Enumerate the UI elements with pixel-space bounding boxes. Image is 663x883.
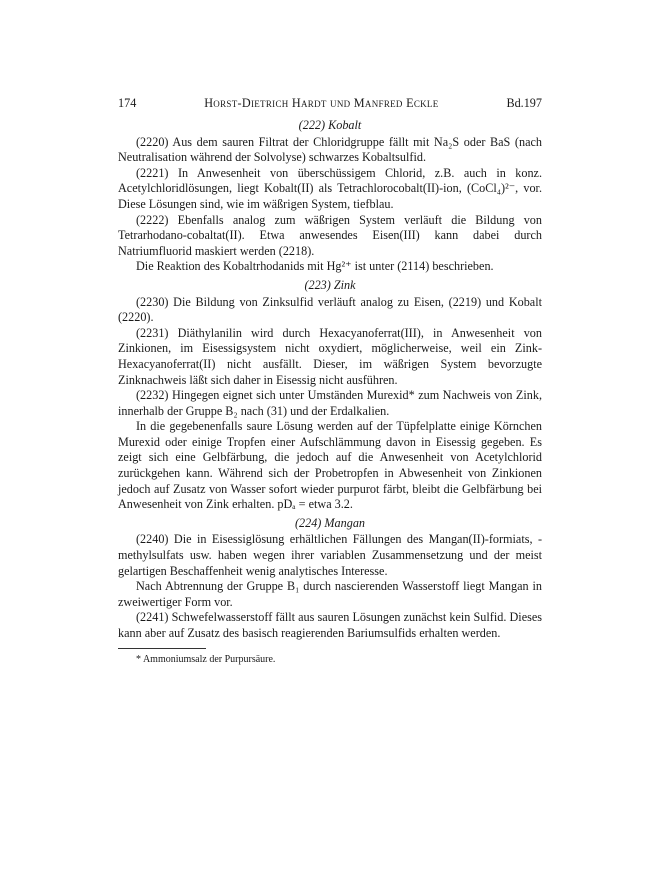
paragraph: (2220) Aus dem sauren Filtrat der Chloridgruppe fällt mit Na₂S oder BaS (nach Neutralisation während der Solvolyse) schwarzes Kobaltsulfid. xyxy=(118,134,542,165)
footnote-divider xyxy=(118,648,206,649)
paragraph: (2232) Hingegen eignet sich unter Umständen Murexid* zum Nachweis von Zink, innerhalb der Gruppe B₂ nach (31) und der Erdalkalien. xyxy=(118,388,542,418)
section-title-zink: (223) Zink xyxy=(304,277,356,292)
paragraph: (2230) Die Bildung von Zinksulfid verläuft analog zu Eisen, (2219) und Kobalt (2220). xyxy=(118,294,542,325)
running-header xyxy=(118,96,542,114)
footnote: * Ammoniumsalz der Purpursäure. xyxy=(136,653,276,665)
page xyxy=(118,96,542,666)
paragraph: (2241) Schwefelwasserstoff fällt aus sauren Lösungen zunächst kein Sulfid. Dieses kann aber auf Zusatz des basisch reagierenden Bariumsulfids erhalten werden. xyxy=(118,610,542,640)
paragraph: Die Reaktion des Kobaltrhodanids mit Hg²⁺ ist unter (2114) beschrieben. xyxy=(136,259,494,274)
paragraph: (2222) Ebenfalls analog zum wäßrigen System verläuft die Bildung von Tetrarhodano-cobaltat(II). Etwa anwesendes Eisen(III) kann dabei durch Natriumfluorid maskiert werden (2218). xyxy=(118,212,542,258)
section-title-mangan: (224) Mangan xyxy=(294,515,366,530)
volume-label: Bd.197 xyxy=(506,96,542,110)
paragraph: In die gegebenenfalls saure Lösung werden auf der Tüpfelplatte einige Körnchen Murexid oder einige Tropfen einer Aufschlämmung davon in Eisessig gegeben. Es zeigt sich eine Gelbfärbung, die jedoch auf die Anwesenheit von Acetylchlorid zurückgehen kann. Während sich der Probetropfen in Abwesenheit von Zinkionen jedoch auf Zusatz von Wasser sofort wieder purpurot färbt, bleibt die Gelbfärbung bei Anwesenheit von Zink erhalten. pDₐ = etwa 3.2. xyxy=(118,419,542,512)
header-authors: Horst-Dietrich Hardt und Manfred Eckle xyxy=(204,96,439,110)
paragraph: (2231) Diäthylanilin wird durch Hexacyanoferrat(III), in Anwesenheit von Zinkionen, im Eisessigsystem nicht oxydiert, möglicherweise, weil ein Zink-Hexacyanoferrat(II) nicht ausfällt. Dieser, im wäßrigen System bevorzugte Zinknachweis läßt sich daher in Eisessig nicht ausführen. xyxy=(118,325,542,387)
section-title-kobalt: (222) Kobalt xyxy=(298,118,362,132)
paragraph: (2240) Die in Eisessiglösung erhältlichen Fällungen des Mangan(II)-formiats, -methylsulfats usw. haben wegen ihrer variablen Zusammensetzung und der meist gelartigen Beschaffenheit wenig analytisches Interesse. xyxy=(118,532,542,578)
paragraph: (2221) In Anwesenheit von überschüssigem Chlorid, z.B. auch in konz. Acetylchloridlösungen, liegt Kobalt(II) als Tetrachlorocobalt(II)-ion, (CoCl₄)²⁻, vor. Diese Lösungen sind, wie im wäßrigen System, tiefblau. xyxy=(118,165,542,211)
page-number: 174 xyxy=(118,96,137,110)
paragraph: Nach Abtrennung der Gruppe B₁ durch nascierenden Wasserstoff liegt Mangan in zweiwertiger Form vor. xyxy=(118,579,542,609)
